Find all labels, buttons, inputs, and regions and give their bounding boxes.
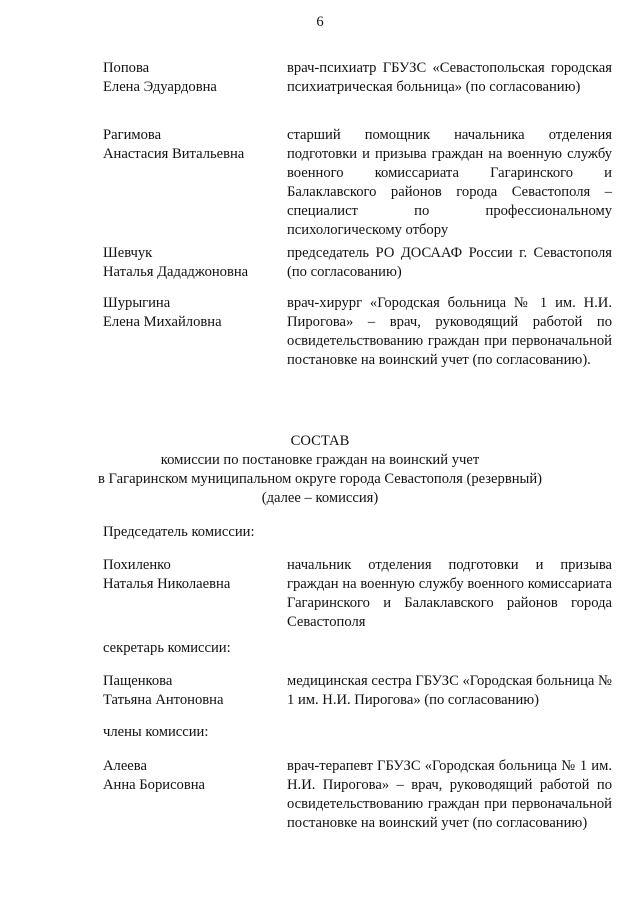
member-given-name: Елена Эдуардовна [103, 79, 217, 95]
chair-name [103, 556, 278, 594]
chair-given-name: Наталья Николаевна [103, 576, 231, 592]
chair-role: начальник отделения подготовки и призыва граждан на военную службу военного комиссариата Гагаринского и Балаклавского районов города Севастополя [287, 557, 612, 630]
member-given-name: Анастасия Витальевна [103, 146, 245, 162]
member-role: врач-психиатр ГБУЗС «Севастопольская городская психиатрическая больница» (по согласованию) [287, 60, 612, 95]
secretary-surname: Пащенкова [103, 673, 173, 689]
member-surname: Шурыгина [103, 295, 171, 311]
member-name [103, 244, 278, 282]
member-given-name: Анна Борисовна [103, 777, 206, 793]
secretary-role: медицинская сестра ГБУЗС «Городская больница № 1 им. Н.И. Пирогова» (по согласованию) [287, 673, 612, 708]
member-name [103, 294, 278, 332]
member-surname: Попова [103, 60, 150, 76]
section-subtitle-line-1: комиссии по постановке граждан на воинский учет [160, 452, 480, 468]
secretary-label: секретарь комиссии: [103, 640, 231, 656]
member-role: старший помощник начальника отделения подготовки и призыва граждан на военную службу военного комиссариата Гагаринского и Балаклавского районов города Севастополя – специалист по профессиональному психологическому отбору [287, 127, 612, 238]
section-heading [0, 432, 640, 508]
secretary-name [103, 672, 278, 710]
member-surname: Алеева [103, 758, 147, 774]
member-name [103, 757, 278, 795]
section-subtitle-line-3: (далее – комиссия) [261, 490, 379, 506]
member-role: врач-терапевт ГБУЗС «Городская больница № 1 им. Н.И. Пирогова» – врач, руководящий работой по освидетельствованию граждан при первоначальной постановке на воинский учет (по согласованию) [287, 758, 612, 831]
page-number: 6 [316, 14, 324, 30]
member-given-name: Наталья Дададжоновна [103, 264, 249, 280]
member-given-name: Елена Михайловна [103, 314, 222, 330]
member-surname: Рагимова [103, 127, 162, 143]
members-label: члены комиссии: [103, 724, 209, 740]
section-subtitle-line-2: в Гагаринском муниципальном округе города Севастополя (резервный) [98, 471, 542, 487]
member-name [103, 126, 278, 164]
member-name [103, 59, 278, 97]
chair-surname: Похиленко [103, 557, 171, 573]
chair-label: Председатель комиссии: [103, 524, 255, 540]
section-title: СОСТАВ [290, 433, 350, 449]
secretary-given-name: Татьяна Антоновна [103, 692, 224, 708]
member-role: врач-хирург «Городская больница № 1 им. Н.И. Пирогова» – врач, руководящий работой по освидетельствованию граждан при первоначальной постановке на воинский учет (по согласованию). [287, 295, 612, 368]
member-surname: Шевчук [103, 245, 153, 261]
member-role: председатель РО ДОСААФ России г. Севастополя (по согласованию) [287, 245, 612, 280]
